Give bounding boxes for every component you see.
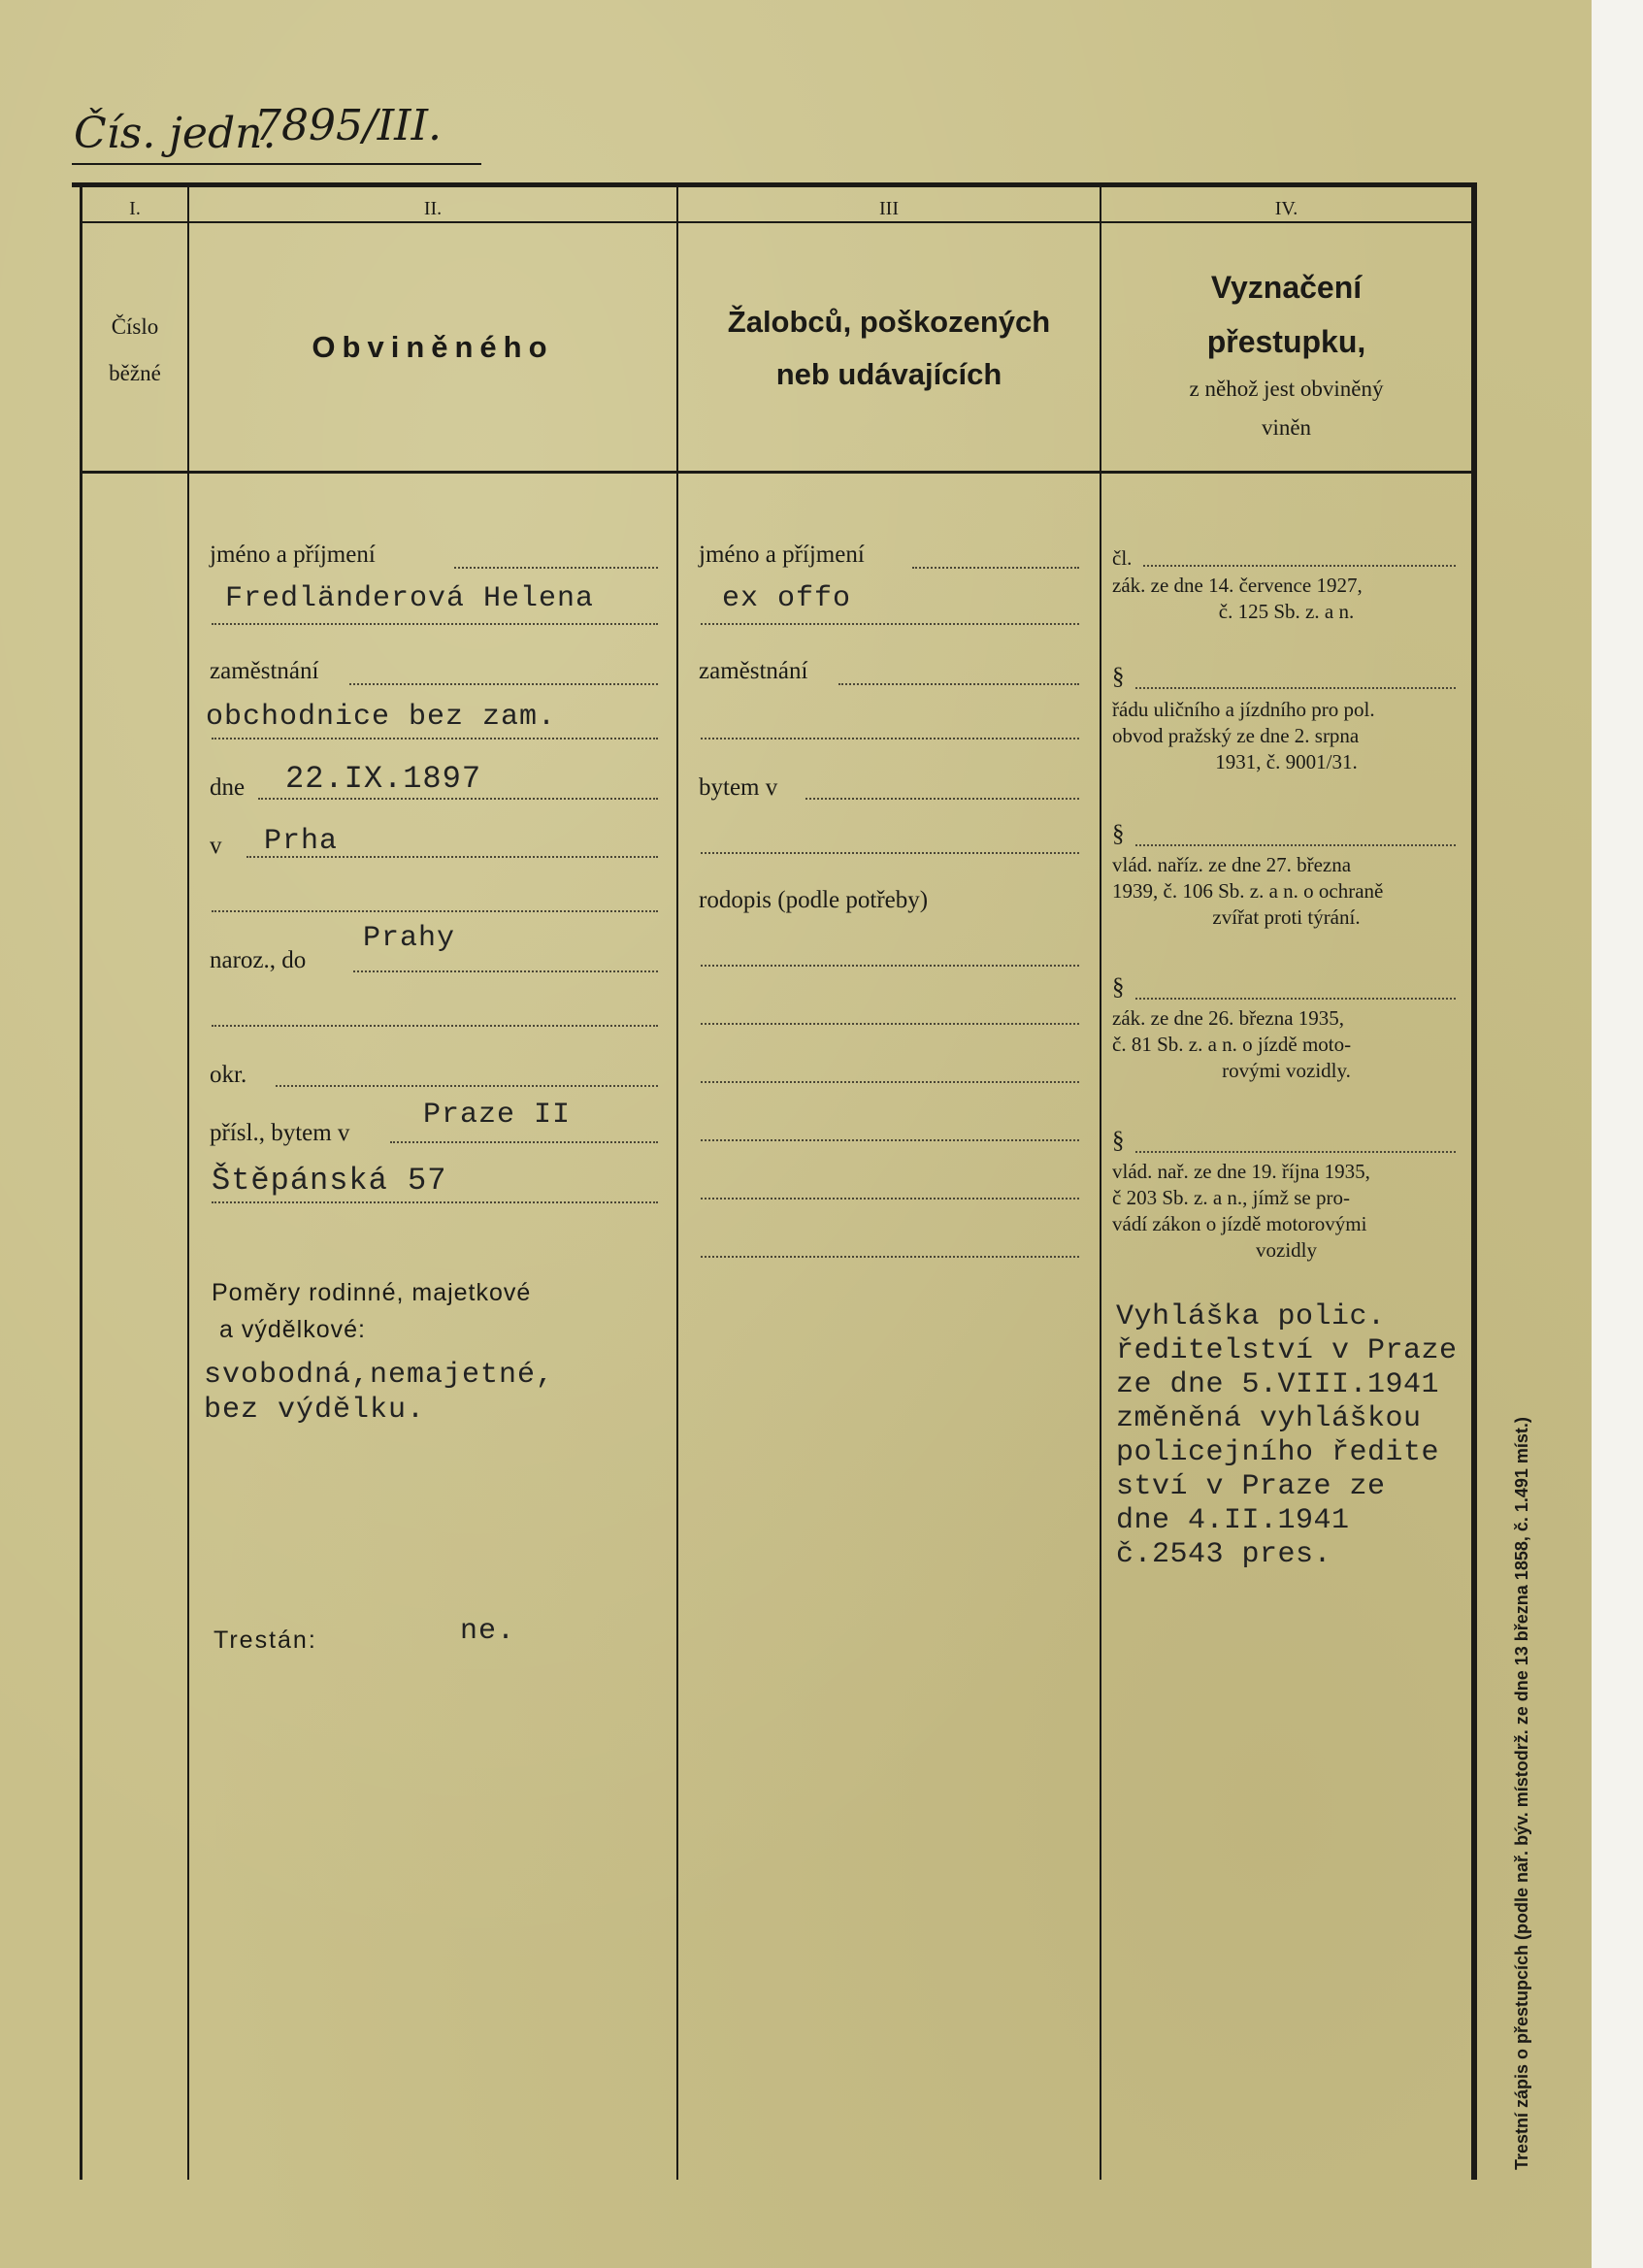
dotted-line (276, 1085, 658, 1087)
dotted-line (838, 683, 1079, 685)
offence-typed-line7: dne 4.II.1941 (1116, 1504, 1350, 1537)
offence-block1-line1: zák. ze dne 14. července 1927, (1112, 574, 1363, 597)
dotted-line (701, 1198, 1079, 1200)
punished-label: Trestán: (214, 1627, 317, 1654)
col4-subtitle-line1: z něhož jest obviněný (1189, 377, 1384, 401)
dotted-line (258, 798, 658, 800)
offence-typed-line6: ství v Praze ze (1116, 1470, 1386, 1503)
offence-typed-line5: policejního ředite (1116, 1436, 1440, 1469)
offence-block4-line1: zák. ze dne 26. března 1935, (1112, 1006, 1345, 1030)
dotted-line (454, 567, 658, 569)
col4-title-line1: Vyznačení (1210, 270, 1363, 305)
dotted-line (353, 970, 658, 972)
side-note: Trestní zápis o přestupcích (podle nař. býv. místodrž. ze dne 13 března 1858, č. 1.491 míst.) (1512, 1417, 1531, 2170)
offence-block4-line2: č. 81 Sb. z. a n. o jízdě moto- (1112, 1033, 1352, 1056)
offence-block2-line2: obvod pražský ze dne 2. srpna (1112, 724, 1360, 747)
accused-residence-label: přísl., bytem v (210, 1120, 350, 1146)
dotted-line (701, 1256, 1079, 1258)
col3-number: III (879, 198, 899, 219)
offence-block2-line1: řádu uličního a jízdního pro pol. (1112, 698, 1375, 721)
col2-number: II. (423, 198, 443, 219)
offence-typed-line8: č.2543 pres. (1116, 1538, 1332, 1571)
dotted-line (805, 798, 1079, 800)
dotted-line (1135, 687, 1456, 689)
dotted-line (701, 965, 1079, 967)
dotted-line (701, 852, 1079, 854)
plaintiff-residence-label: bytem v (699, 774, 778, 801)
accused-name-label: jméno a příjmení (210, 542, 376, 568)
offence-block1-mark: čl. (1112, 546, 1133, 570)
offence-block4-line3: rovými vozidly. (1222, 1059, 1351, 1082)
accused-place-label: v (210, 833, 222, 859)
accused-date-label: dne (210, 774, 246, 801)
accused-residence: Praze II (423, 1099, 572, 1132)
header-bottom-rule (80, 471, 1475, 474)
accused-occupation-label: zaměstnání (210, 658, 319, 684)
table-left-border (80, 182, 82, 2180)
accused-born-value: Prahy (363, 922, 456, 955)
offence-block3-line3: zvířat proti týrání. (1212, 905, 1361, 929)
ref-value: 7895/III. (254, 101, 442, 150)
accused-district-label: okr. (210, 1062, 247, 1088)
plaintiff-biography-label: rodopis (podle potřeby) (699, 887, 929, 913)
offence-block2-line3: 1931, č. 9001/31. (1215, 750, 1358, 773)
col1-title-line2: běžné (109, 361, 161, 385)
col1-number: I. (129, 198, 141, 219)
accused-circumstances-label-line1: Poměry rodinné, majetkové (212, 1279, 532, 1306)
dotted-line (1143, 565, 1456, 567)
accused-circumstances-line2: bez výdělku. (204, 1394, 426, 1427)
dotted-line (246, 856, 658, 858)
offence-block4-mark: § (1112, 974, 1125, 1001)
accused-address: Štěpánská 57 (212, 1163, 447, 1199)
col3-title-line2: neb udávajících (775, 357, 1002, 391)
dotted-line (390, 1141, 658, 1143)
dotted-line (701, 1081, 1079, 1083)
dotted-line (1135, 844, 1456, 846)
dotted-line (701, 623, 1079, 625)
offence-typed-line3: ze dne 5.VIII.1941 (1116, 1368, 1440, 1401)
dotted-line (212, 623, 658, 625)
accused-circumstances-label-line2: a výdělkové: (219, 1316, 366, 1343)
accused-born-label: naroz., do (210, 947, 307, 973)
col3-title-line1: Žalobců, poškozených (727, 305, 1051, 339)
col4-subtitle-line2: viněn (1261, 415, 1312, 440)
offence-block5-line4: vozidly (1256, 1238, 1317, 1262)
col4-title-line2: přestupku, (1206, 324, 1366, 359)
punished-value: ne. (460, 1615, 516, 1648)
offence-block3-line2: 1939, č. 106 Sb. z. a n. o ochraně (1112, 879, 1384, 903)
column-divider-3 (1100, 184, 1101, 2180)
offence-block5-line2: č 203 Sb. z. a n., jímž se pro- (1112, 1186, 1350, 1209)
dotted-line (1135, 998, 1456, 1000)
offence-block5-line3: vádí zákon o jízdě motorovými (1112, 1212, 1367, 1235)
col4-number: IV. (1274, 198, 1298, 219)
col1-title-line1: Číslo (111, 314, 159, 339)
plaintiff-occupation-label: zaměstnání (699, 658, 808, 684)
table-right-border (1471, 182, 1477, 2180)
offence-block5-mark: § (1112, 1128, 1125, 1154)
plaintiff-name-label: jméno a příjmení (699, 542, 865, 568)
offence-block3-line1: vlád. naříz. ze dne 27. března (1112, 853, 1352, 876)
plaintiff-name: ex offo (722, 582, 852, 615)
dotted-line (212, 1201, 658, 1203)
dotted-line (212, 738, 658, 740)
header-number-rule (80, 221, 1475, 223)
dotted-line (349, 683, 658, 685)
scan-background (1592, 0, 1643, 2268)
col2-title: Obviněného (312, 330, 554, 364)
dotted-line (912, 567, 1079, 569)
accused-birth-date: 22.IX.1897 (285, 761, 482, 797)
offence-block1-line2: č. 125 Sb. z. a n. (1218, 600, 1355, 623)
offence-block2-mark: § (1112, 664, 1125, 690)
accused-occupation: obchodnice bez zam. (206, 701, 557, 734)
offence-block3-mark: § (1112, 821, 1125, 847)
ref-underline (72, 163, 481, 165)
dotted-line (1135, 1151, 1456, 1153)
dotted-line (212, 910, 658, 912)
dotted-line (701, 1139, 1079, 1141)
accused-name: Fredländerová Helena (225, 582, 595, 615)
accused-circumstances-line1: svobodná,nemajetné, (204, 1359, 555, 1392)
table-top-border (72, 182, 1477, 187)
dotted-line (701, 1023, 1079, 1025)
accused-place: Prha (264, 825, 339, 858)
ref-label: Čís. jedn. (74, 109, 277, 158)
column-divider-2 (676, 184, 678, 2180)
offence-block5-line1: vlád. nař. ze dne 19. října 1935, (1112, 1160, 1370, 1183)
column-divider-1 (187, 184, 189, 2180)
offence-typed-line2: ředitelství v Praze (1116, 1334, 1458, 1367)
offence-typed-line1: Vyhláška polic. (1116, 1300, 1386, 1333)
dotted-line (701, 738, 1079, 740)
offence-typed-line4: změněná vyhláškou (1116, 1402, 1422, 1435)
dotted-line (212, 1025, 658, 1027)
